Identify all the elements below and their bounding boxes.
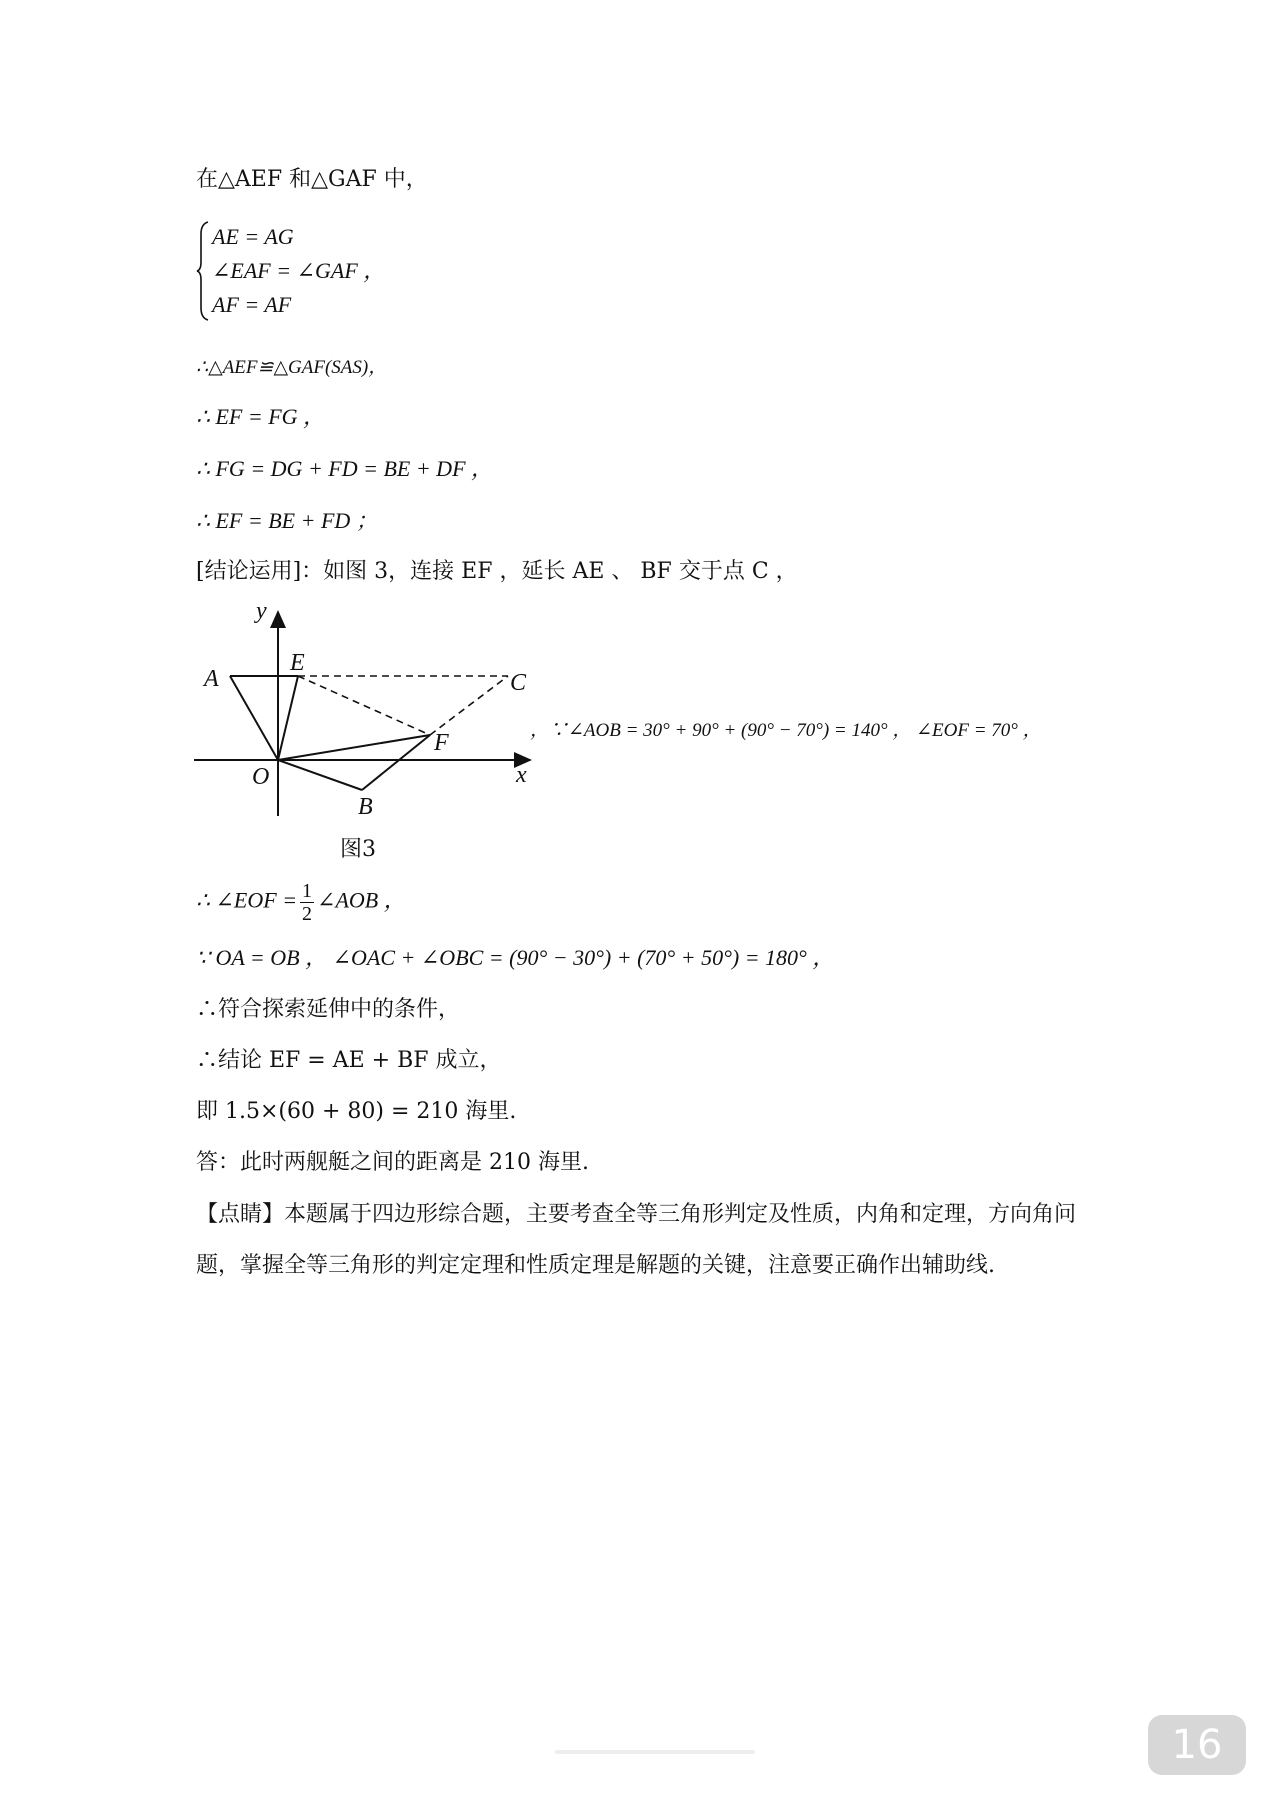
label-a: A bbox=[204, 666, 219, 692]
dashed-fc bbox=[430, 676, 508, 735]
eof-text: ∴ ∠EOF = bbox=[196, 887, 298, 913]
line-conclusion-apply: [结论运用]：如图 3，连接 EF ，延长 AE 、 BF 交于点 C ， bbox=[196, 559, 798, 584]
line-answer: 答：此时两舰艇之间的距离是 210 海里. bbox=[196, 1150, 589, 1175]
line-ef-sum: ∴ EF = BE + FD ； bbox=[196, 508, 378, 533]
label-f: F bbox=[434, 730, 449, 756]
line-distance-calc: 即 1.5×(60 + 80) = 210 海里. bbox=[196, 1099, 517, 1124]
figure-caption: 图3 bbox=[340, 837, 376, 862]
system-brace bbox=[196, 220, 210, 322]
line-fg-sum: ∴ FG = DG + FD = BE + DF ， bbox=[196, 456, 494, 481]
segment-ao bbox=[230, 676, 278, 760]
system-row-3: AF = AF bbox=[212, 292, 292, 317]
line-condition: ∴符合探索延伸中的条件， bbox=[196, 997, 461, 1022]
dashed-ef bbox=[298, 676, 430, 735]
label-e: E bbox=[290, 650, 305, 676]
line-conclusion-holds: ∴结论 EF = AE + BF 成立， bbox=[196, 1048, 502, 1073]
line-congruence: ∴△AEF≌△GAF(SAS)， bbox=[196, 357, 388, 378]
line-triangles-intro: 在△AEF 和△GAF 中， bbox=[196, 167, 428, 192]
segment-bf bbox=[362, 735, 430, 790]
line-note-2: 题，掌握全等三角形的判定定理和性质定理是解题的关键，注意要正确作出辅助线. bbox=[196, 1253, 995, 1278]
line-note-1: 【点睛】本题属于四边形综合题，主要考查全等三角形判定及性质，内角和定理，方向角问 bbox=[196, 1202, 1077, 1227]
label-o: O bbox=[252, 764, 270, 790]
label-x: x bbox=[516, 762, 527, 788]
line-ef-fg: ∴ EF = FG ， bbox=[196, 404, 326, 429]
label-c: C bbox=[510, 670, 527, 696]
fraction-denominator: 2 bbox=[302, 903, 313, 925]
system-row-1: AE = AG bbox=[212, 224, 294, 249]
segment-ob bbox=[278, 760, 362, 790]
segment-eo bbox=[278, 676, 298, 760]
label-y: y bbox=[256, 598, 267, 624]
segment-of bbox=[278, 735, 430, 760]
label-b: B bbox=[358, 794, 373, 820]
system-row-2: ∠EAF = ∠GAF ， bbox=[212, 258, 386, 283]
line-angle-aob: ，∵∠AOB = 30° + 90° + (90° − 70°) = 140° ， ∠EOF = 70° ， bbox=[530, 720, 1042, 741]
figure-3-diagram bbox=[190, 598, 550, 823]
scroll-strip bbox=[555, 1750, 755, 1754]
line-oa-ob: ∵ OA = OB ， ∠OAC + ∠OBC = (90° − 30°) + (70° + 50°) = 180° ， bbox=[196, 945, 835, 970]
page-number-badge: 16 bbox=[1148, 1715, 1246, 1775]
fraction-half bbox=[300, 880, 314, 925]
line-eof-half bbox=[196, 880, 406, 925]
fraction-numerator: 1 bbox=[302, 880, 313, 902]
aob-text: ∠AOB ， bbox=[317, 887, 406, 913]
